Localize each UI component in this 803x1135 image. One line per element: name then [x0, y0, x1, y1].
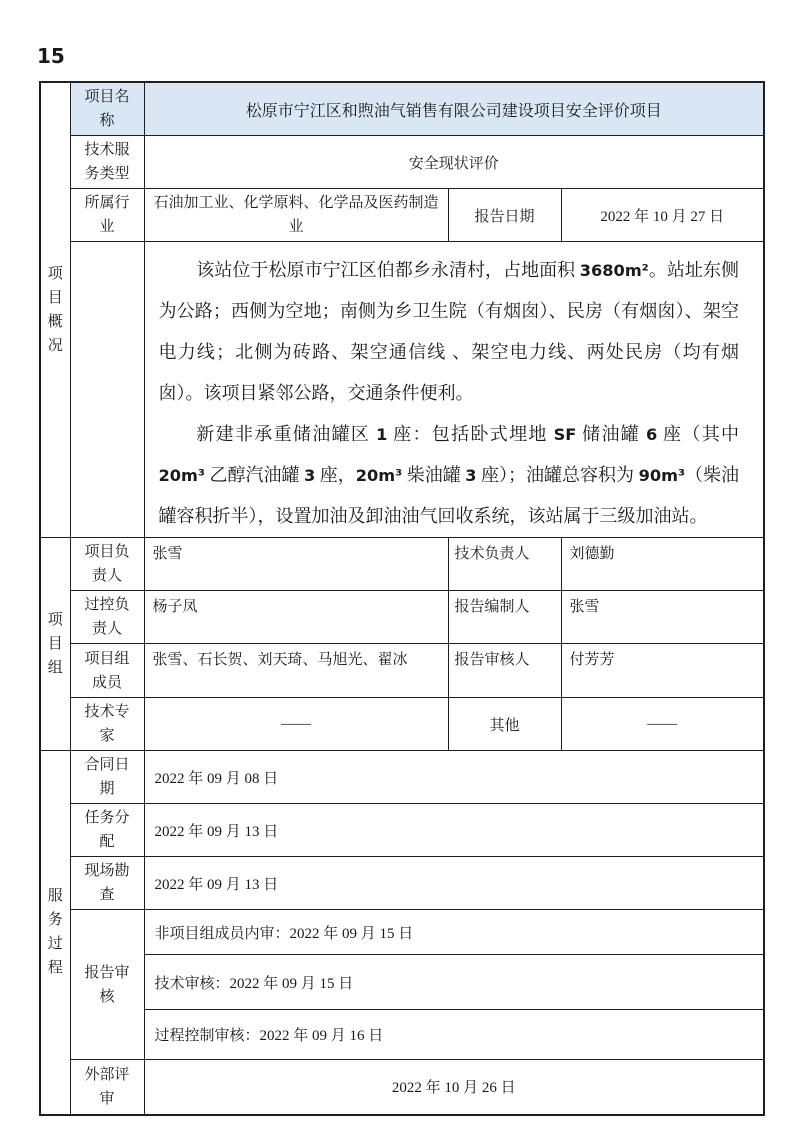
- project-leader-label: 项目负责人: [70, 538, 144, 591]
- section-team-label: 项目组: [47, 612, 63, 676]
- report-review-label: 报告审核: [70, 910, 144, 1060]
- industry-label: 所属行业: [70, 189, 144, 242]
- tech-leader-label: 技术负责人: [448, 538, 561, 591]
- service-type-label: 技术服务类型: [70, 136, 144, 189]
- tech-expert-value: ——: [144, 698, 448, 751]
- service-type-value: 安全现状评价: [144, 136, 764, 189]
- project-name-value: 松原市宁江区和煦油气销售有限公司建设项目安全评价项目: [144, 82, 764, 136]
- internal-review-value: 非项目组成员内审：2022 年 09 月 15 日: [144, 910, 764, 955]
- report-date-value: 2022 年 10 月 27 日: [561, 189, 764, 242]
- section-team-cell: [40, 538, 70, 751]
- report-date-label: 报告日期: [448, 189, 561, 242]
- report-writer-value: 张雪: [561, 591, 764, 644]
- external-review-value: 2022 年 10 月 26 日: [144, 1060, 764, 1115]
- description-paragraph-1: 该站位于松原市宁江区伯都乡永清村，占地面积 3680m²。站址东侧为公路；西侧为空地；南侧为乡卫生院（有烟囱）、民房（有烟囱）、架空电力线；北侧为砖路、架空通信线 、架空电力线、两处民房（均有烟囱）。该项目紧邻公路，交通条件便利。: [158, 260, 740, 403]
- section-process-cell: [40, 751, 70, 1115]
- project-info-table: [39, 81, 765, 1116]
- report-writer-label: 报告编制人: [448, 591, 561, 644]
- process-control-leader-label: 过控负责人: [70, 591, 144, 644]
- process-control-leader-value: 杨子凤: [144, 591, 448, 644]
- section-process-label: 服务过程: [47, 888, 63, 977]
- description-paragraph-2: 新建非承重储油罐区 1 座：包括卧式埋地 SF 储油罐 6 座（其中 20m³ 乙醇汽油罐 3 座，20m³ 柴油罐 3 座）；油罐总容积为 90m³（柴油罐容积折半），设置加油及卸油油气回收系统，该站属于三级加油站。: [158, 424, 740, 526]
- task-assignment-value: 2022 年 09 月 13 日: [144, 804, 764, 857]
- section-overview-label: 项目概况: [47, 266, 63, 354]
- section-overview-cell: [40, 82, 70, 538]
- project-leader-value: 张雪: [144, 538, 448, 591]
- contract-date-label: 合同日期: [70, 751, 144, 804]
- tech-leader-value: 刘德勤: [561, 538, 764, 591]
- team-members-label: 项目组成员: [70, 644, 144, 698]
- process-control-review-value: 过程控制审核：2022 年 09 月 16 日: [144, 1010, 764, 1060]
- site-survey-value: 2022 年 09 月 13 日: [144, 857, 764, 910]
- other-value: ——: [561, 698, 764, 751]
- report-reviewer-value: 付芳芳: [561, 644, 764, 698]
- tech-expert-label: 技术专家: [70, 698, 144, 751]
- industry-value: 石油加工业、化学原料、化学品及医药制造业: [144, 189, 448, 242]
- project-name-label: 项目名称: [70, 82, 144, 136]
- overview-empty-cell: [70, 242, 144, 538]
- project-description-cell: [144, 242, 764, 538]
- site-survey-label: 现场勘查: [70, 857, 144, 910]
- external-review-label: 外部评审: [70, 1060, 144, 1115]
- report-reviewer-label: 报告审核人: [448, 644, 561, 698]
- contract-date-value: 2022 年 09 月 08 日: [144, 751, 764, 804]
- other-label: 其他: [448, 698, 561, 751]
- technical-review-value: 技术审核：2022 年 09 月 15 日: [144, 955, 764, 1010]
- team-members-value: 张雪、石长贺、刘天琦、马旭光、翟冰: [144, 644, 448, 698]
- task-assignment-label: 任务分配: [70, 804, 144, 857]
- page-number: 15: [37, 44, 65, 68]
